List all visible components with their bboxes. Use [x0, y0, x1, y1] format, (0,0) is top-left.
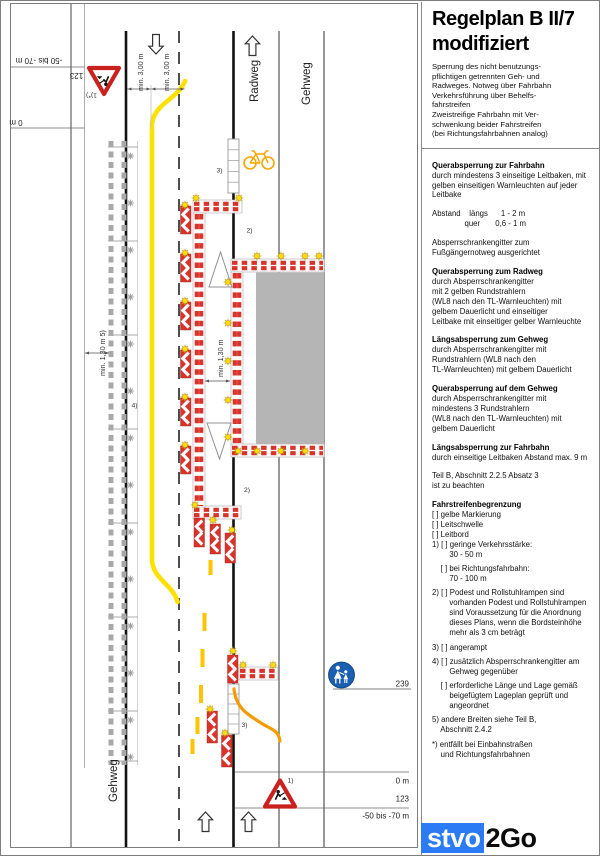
label-gehweg-top: Gehweg [301, 62, 313, 105]
warning-light [225, 397, 230, 402]
section-line: 2) [ ] Podest und Rollstuhlrampen sind [432, 588, 565, 598]
stations-bottom [235, 772, 410, 821]
warning-light [192, 502, 197, 507]
section-line: gelbem Dauerlicht und einseitiger [432, 306, 548, 316]
section-line: durch mindestens 3 einseitige Leitbaken, mit [432, 170, 586, 180]
section-line: Fußgängernotweg ausgerichtet [432, 248, 540, 258]
label-radweg: Radweg [249, 59, 261, 102]
note-notweg-mid: 2) [244, 487, 251, 494]
warning-light [182, 346, 187, 351]
warning-light [278, 448, 283, 453]
section-line: Rundstrahlern (WL8 nach den [432, 355, 537, 365]
note-section [432, 500, 597, 759]
note-bottom-sign: 1) [287, 777, 294, 785]
subtitle-line: Zweistreifige Fahrbahn mit Ver- [432, 109, 539, 119]
subtitle-line: Radweges. Notweg über Fahrbahn [432, 81, 552, 91]
section-line: Teil B, Abschnitt 2.2.5 Absatz 3 [432, 471, 539, 481]
section-line: [ ] Leitbord [432, 529, 469, 539]
dim-label-lane-left: min. 3,00 m [136, 53, 145, 91]
section-heading: Fahrstreifenbegrenzung [432, 500, 522, 510]
warning-light [235, 448, 240, 453]
warning-light [230, 648, 235, 653]
pedestrian-path-sign [329, 662, 412, 689]
section-line: 4) [ ] zusätzlich Absperrschrankengitter am [432, 656, 580, 666]
note-section [432, 335, 597, 375]
section-line: durch einseitige Leitbaken Abstand max. 9 m [432, 452, 588, 462]
section-line: dieses Plans, wenn die Bordsteinhöhe [432, 618, 582, 628]
dim-label-gehweg-rest: min. 1,30 m 5) [98, 330, 107, 376]
stvo2go-logo [421, 823, 537, 853]
warning-light [240, 662, 245, 667]
section-heading: Längsabsperrung zur Fahrbahn [432, 442, 550, 452]
section-line: quer 0,6 - 1 m [432, 219, 527, 229]
section-line: [ ] Leitschwelle [432, 520, 484, 530]
section-line: Absperrschrankengitter zum [432, 238, 530, 248]
warning-light [225, 434, 230, 439]
note-ramp-bottom: 3) [241, 722, 248, 729]
warning-light [182, 394, 187, 399]
warning-light [236, 195, 241, 200]
warning-light [229, 527, 234, 532]
section-line: *) entfällt bei Einbahnstraßen [432, 739, 533, 749]
label-gehweg-bottom: Gehweg [108, 759, 120, 802]
section-line: 70 - 100 m [432, 574, 487, 584]
dimension-gehweg-rest-width [85, 330, 109, 376]
warning-light [225, 279, 230, 284]
dim-label-lane-right: min. 3,00 m [162, 53, 171, 91]
section-line: [ ] erforderliche Länge und Lage gemäß [432, 681, 578, 691]
arrow-up-radweg-bottom [241, 812, 255, 832]
plan-title-line1: Regelplan B II/7 [432, 8, 575, 30]
roadworks-sign-top [89, 68, 119, 94]
warning-light [302, 448, 307, 453]
section-line: gelbem Dauerlicht [432, 423, 495, 433]
section-line: 3) [ ] angerampt [432, 642, 488, 652]
warning-light [270, 662, 275, 667]
yellow-marking-centerline [152, 81, 185, 602]
note-section [432, 209, 597, 229]
section-line: durch Absperrschrankengitter mit [432, 393, 547, 403]
warning-light [193, 195, 198, 200]
warning-light [222, 730, 227, 735]
section-line: beigefügtem Lageplan geprüft und [432, 691, 569, 701]
subtitle-line: (bei Richtungsfahrbahnen analog) [432, 129, 548, 139]
section-line: mehr als 3 cm beträgt [432, 628, 525, 638]
section-line: mit 2 gelben Rundstrahlern [432, 286, 526, 296]
section-line: Gehweg gegenüber [432, 666, 518, 676]
station-top-sign: 123 [69, 71, 84, 80]
warning-light [207, 706, 212, 711]
logo-part-stvo: stvo [421, 823, 484, 853]
subtitle-line: schwenkung beider Fahrstreifen [432, 119, 542, 129]
section-line: [ ] gelbe Markierung [432, 510, 501, 520]
warning-light [182, 442, 187, 447]
note-radweg-top: 2) [246, 227, 253, 235]
warning-light [210, 517, 215, 522]
dim-label-notweg: min. 1,30 m [216, 339, 225, 377]
section-line: sind Voraussetzung für die Anordnung [432, 608, 582, 618]
roadworks-sign-bottom [265, 778, 295, 807]
arrow-up-lane [198, 812, 212, 832]
warning-light [182, 250, 187, 255]
warning-light [302, 253, 307, 258]
traffic-plan-diagram [1, 1, 421, 857]
arrow-up-radweg [245, 36, 259, 56]
warning-light [278, 253, 283, 258]
section-line: angeordnet [432, 701, 489, 711]
ramp [228, 139, 239, 193]
section-line: vorhanden Podest und Rollstuhlrampen [432, 598, 587, 608]
note-section [432, 443, 597, 463]
sign-label-239: 239 [395, 679, 409, 689]
station-bottom-sign: 123 [395, 794, 409, 804]
title-block [422, 2, 599, 149]
opposite-gehweg-barrier [108, 141, 138, 765]
section-heading: Querabsperrung auf dem Gehweg [432, 384, 558, 394]
warning-light [182, 298, 187, 303]
logo-part-2go: 2Go [485, 823, 537, 853]
info-panel [421, 2, 599, 855]
station-top-far: -50 bis -70 m [15, 56, 63, 65]
note-section [432, 161, 597, 201]
warning-light [225, 320, 230, 325]
section-line: durch Absperrschrankengitter mit [432, 345, 547, 355]
section-line: und Richtungsfahrbahnen [432, 749, 530, 759]
warning-light [254, 253, 259, 258]
warning-light [182, 202, 187, 207]
note-ramp-top: 3) [216, 167, 223, 175]
work-area [256, 273, 324, 445]
plan-title-line2: modifiziert [432, 33, 529, 55]
subtitle-line: Sperrung des nicht benutzungs- [432, 62, 541, 71]
warning-light [254, 448, 259, 453]
section-line: 5) andere Breiten siehe Teil B, [432, 715, 537, 725]
note-opposite-gehweg: 4) [131, 402, 138, 410]
section-heading: Querabsperrung zum Radweg [432, 267, 543, 276]
section-line: durch Absperrschrankengitter [432, 276, 534, 286]
station-bottom-far: -50 bis -70 m [362, 811, 409, 821]
section-line: 30 - 50 m [432, 549, 483, 559]
plan-subtitle [432, 62, 594, 139]
section-line: (WL8 nach den TL-Warnleuchten) mit [432, 296, 562, 306]
section-line: (WL8 nach den TL-Warnleuchten) mit [432, 413, 562, 423]
leitbaken [181, 206, 239, 767]
notweg-route-curve [234, 689, 280, 741]
section-line: Abstand längs 1 - 2 m [432, 209, 526, 219]
note-section [432, 267, 597, 326]
section-line: Abschnitt 2.4.2 [432, 725, 492, 735]
section-line: 1) [ ] geringe Verkehrsstärke: [432, 539, 533, 549]
station-top-zero: 0 m [9, 118, 23, 127]
note-section [432, 238, 597, 258]
stations-top [9, 56, 97, 128]
section-heading: Querabsperrung zur Fahrbahn [432, 160, 545, 170]
subtitle-line: Verkehrsführung über Behelfs- [432, 90, 537, 100]
subtitle-line: fahrstreifen [432, 100, 471, 110]
section-line: Leitbake [432, 190, 462, 200]
section-line: TL-Warnleuchten) mit gelbem Dauerlicht [432, 365, 572, 375]
notes-sections [422, 149, 599, 760]
station-bottom-zero: 0 m [395, 776, 409, 786]
warning-light [225, 358, 230, 363]
note-section [432, 384, 597, 434]
section-heading: Längsabsperrung zum Gehweg [432, 335, 549, 345]
section-line: mindestens 3 Rundstrahlern [432, 403, 530, 413]
note-section [432, 471, 597, 491]
section-line: gelben einseitigen Warnleuchten auf jeder [432, 180, 578, 190]
arrow-down-oncoming [149, 35, 163, 55]
section-line: Leitbake mit einseitiger gelber Warnleuchte [432, 316, 582, 326]
warning-light [316, 253, 321, 258]
note-top-sign: 1)*) [86, 91, 97, 99]
bicycle-icon [244, 151, 274, 169]
section-line: [ ] bei Richtungsfahrbahn: [432, 564, 530, 574]
section-line: ist zu beachten [432, 481, 485, 491]
subtitle-line: pflichtigen getrennten Geh- und [432, 71, 540, 81]
